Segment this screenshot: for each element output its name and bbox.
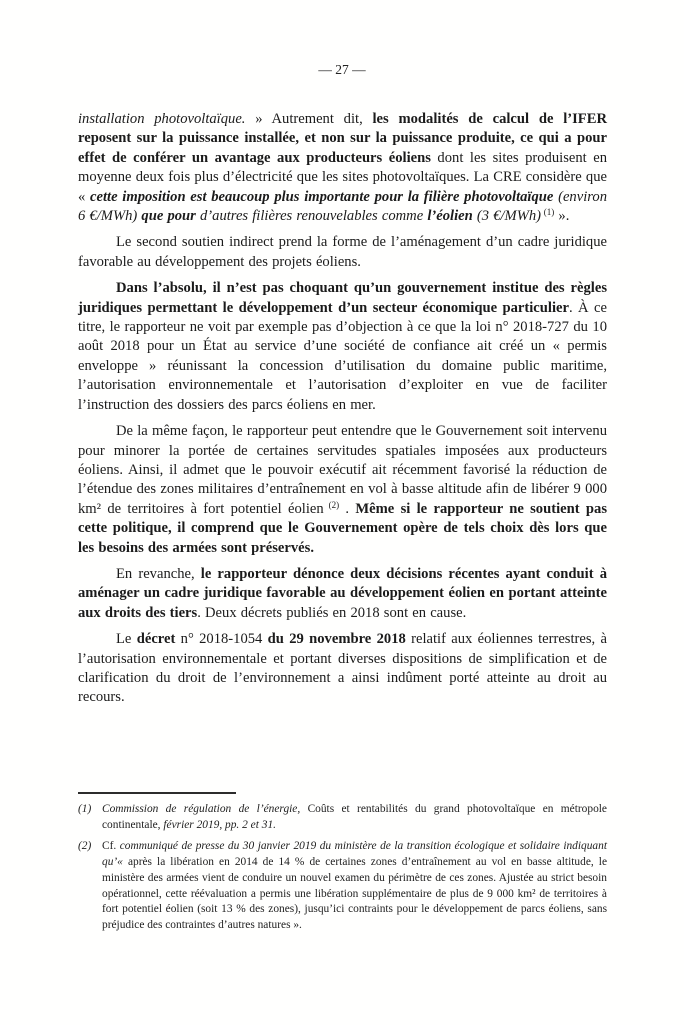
text-run: (2) (323, 499, 340, 510)
footnote-text (102, 802, 607, 833)
footnote-marker: (2) (78, 840, 92, 853)
footnotes-section (78, 792, 607, 940)
text-run: l’éolien (427, 208, 477, 225)
text-run: après la libération en 2014 de 14 % de certaines zones d’entraînement au vol en basse altitude, le ministère des armées vient de conduire un nouvel examen du périmètre de ces zones. Ajustée au strict besoin opérationnel, cette réévaluation a permis une libération supplémentaire de plus de 9 000 km² de territoires à fort potentiel éolien (soit 13 % des zones), jusqu’ici contraints pour le développement de parcs éoliens, sans préjudice des contraintes d’autres natures ». (102, 856, 607, 931)
text-run: que pour (141, 208, 200, 225)
text-run: . (339, 500, 356, 517)
text-run: les modalités de calcul de l’IFER reposent sur la puissance installée, et non sur la puissance produite, ce qui a pour effet de conférer un avantage aux producteurs éoliens (78, 111, 607, 166)
text-run: décret (136, 631, 176, 648)
text-run: communiqué de presse du 30 janvier 2019 du ministère de la transition écologique et solidaire indiquant qu’« (102, 840, 607, 869)
text-run: Le second soutien indirect prend la forme de l’aménagement d’un cadre juridique favorable au développement des projets éoliens. (78, 234, 607, 270)
text-run: (1) (541, 207, 555, 218)
text-run: En revanche, (116, 565, 201, 582)
text-run: ». (554, 208, 570, 225)
paragraph (78, 279, 607, 415)
footnote-item (78, 802, 607, 833)
text-run: relatif aux éoliennes terrestres, à l’autorisation environnementale et portant diverses dispositions de simplification et de clarification du droit de l’environnement a ainsi indûment porté atteinte au droit au recours. (78, 631, 607, 706)
paragraph (78, 422, 607, 558)
text-run: (3 €/MWh) (476, 208, 542, 225)
text-run: Le (116, 631, 137, 648)
text-run: d’autres filières renouvelables comme (200, 208, 428, 225)
text-run: cette imposition est beaucoup plus importante pour la filière photovoltaïque (90, 188, 559, 205)
text-run: De la même façon, le rapporteur peut entendre que le Gouvernement soit intervenu pour minorer la portée de certaines servitudes spatiales imposées aux producteurs éoliens. Ainsi, il admet que le pouvoir exécutif ait récemment favorisé la réduction de l’étendue des zones militaires d’entraînement en vol à basse altitude afin de libérer 9 000 km² de territoires à fort potentiel éolien (78, 423, 607, 517)
text-run: installation photovoltaïque. (78, 111, 256, 127)
text-run: Commission de régulation de l’énergie, (102, 803, 301, 815)
text-run: . À ce titre, le rapporteur ne voit par exemple pas d’objection à ce que la loi n° 2018-727 du 10 août 2018 pour un État au service d’une société de confiance ait créé un « permis enveloppe » réunissant la concession d’utilisation du domaine public maritime, l’autorisation environnementale et l’autorisation d’exploiter en vue de faciliter l’instruction des dossiers des parcs éoliens en mer. (78, 299, 607, 413)
text-run: février 2019, pp. 2 et 31. (163, 818, 276, 831)
text-run: Dans l’absolu, il n’est pas choquant qu’un gouvernement institue des règles juridiques permettant le développement d’un secteur économique particulier (78, 280, 607, 316)
text-run: » Autrement dit, (255, 111, 373, 127)
page-number: — 27 — (318, 62, 366, 77)
body-text (78, 110, 607, 715)
paragraph (78, 233, 607, 272)
text-run: le rapporteur dénonce deux décisions récentes ayant conduit à aménager un cadre juridique favorable au développement éolien en portant atteinte aux droits des tiers (78, 565, 607, 621)
footnote-text (102, 839, 607, 933)
text-run: n° 2018-1054 (175, 631, 268, 648)
text-run: (environ 6 €/MWh) (78, 188, 607, 225)
text-run: Même si le rapporteur ne soutient pas cette politique, il comprend que le Gouvernement opère de tels choix dès lors que les besoins des armées sont préservés. (78, 500, 607, 556)
text-run: du 29 novembre 2018 (267, 631, 406, 648)
footnote-separator (78, 792, 236, 794)
paragraph (78, 630, 607, 708)
paragraph (78, 565, 607, 623)
footnote-marker: (1) (78, 803, 92, 815)
text-run: dont les sites produisent en moyenne deux fois plus d’électricité que les sites photovoltaïques. La CRE considère que « (78, 149, 607, 205)
footnotes-list (78, 802, 607, 934)
footnote-item (78, 839, 607, 933)
text-run: Coûts et rentabilités du grand photovoltaïque en métropole continentale, (102, 803, 607, 831)
text-run: . Deux décrets publiés en 2018 sont en cause. (197, 604, 467, 621)
paragraph (78, 110, 607, 226)
text-run: Cf. (102, 840, 120, 853)
